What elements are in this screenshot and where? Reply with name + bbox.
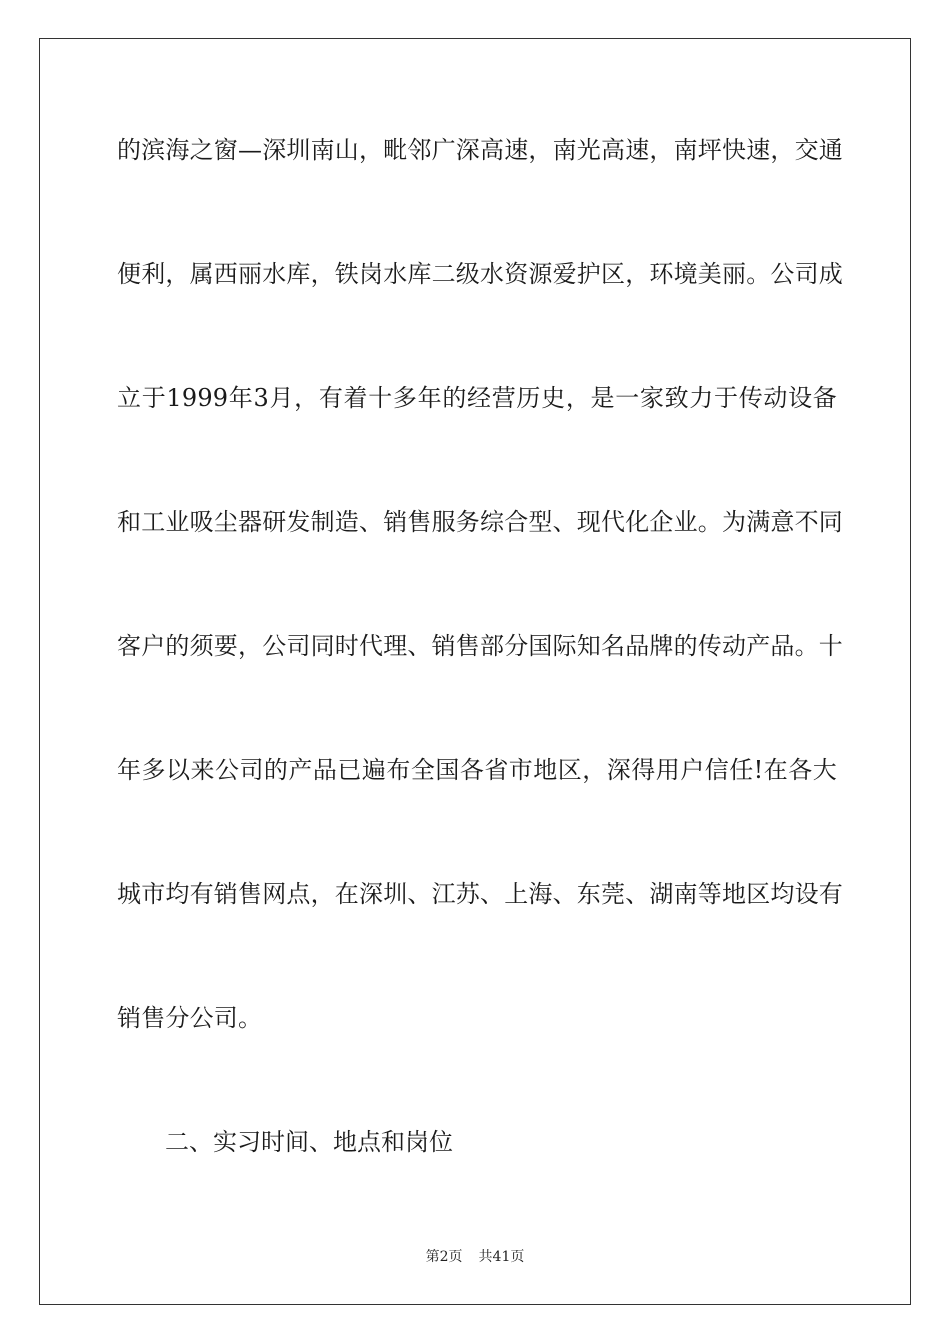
paragraph-line: 销售分公司。 — [117, 1004, 263, 1032]
paragraph-line: 的滨海之窗—深圳南山，毗邻广深高速，南光高速，南坪快速，交通 — [117, 136, 843, 164]
paragraph-line: 和工业吸尘器研发制造、销售服务综合型、现代化企业。为满意不同 — [117, 508, 843, 536]
page-border — [39, 38, 911, 1305]
page-total: 共41页 — [478, 1249, 525, 1265]
paragraph-line: 客户的须要，公司同时代理、销售部分国际知名品牌的传动产品。十 — [117, 632, 843, 660]
page-number: 第2页 — [425, 1249, 463, 1265]
paragraph-line: 便利，属西丽水库，铁岗水库二级水资源爱护区，环境美丽。公司成 — [117, 260, 843, 288]
paragraph-line: 城市均有销售网点，在深圳、江苏、上海、东莞、湖南等地区均设有 — [117, 880, 843, 908]
page-footer — [0, 1248, 950, 1266]
paragraph-line: 年多以来公司的产品已遍布全国各省市地区，深得用户信任!在各大 — [117, 756, 837, 784]
paragraph-line: 立于1999年3月，有着十多年的经营历史，是一家致力于传动设备 — [117, 384, 837, 412]
section-heading: 二、实习时间、地点和岗位 — [165, 1128, 453, 1156]
